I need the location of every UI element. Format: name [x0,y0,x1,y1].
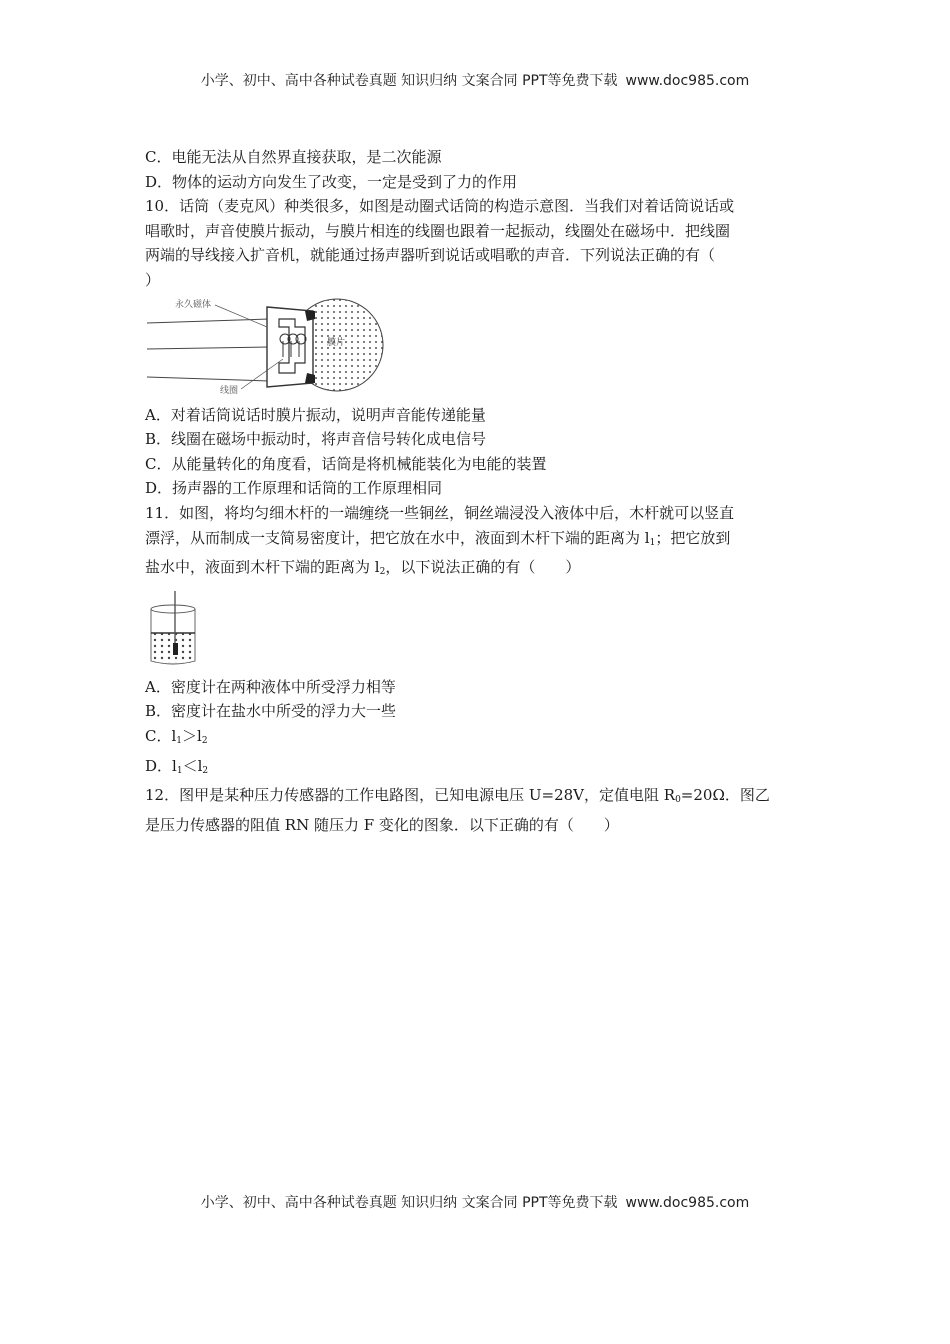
q12-line1-text: 12．图甲是某种压力传感器的工作电路图，已知电源电压 U=28V，定值电阻 R [145,786,676,805]
q12-stem-line2: 是压力传感器的阻值 RN 随压力 F 变化的图象．以下正确的有（ ） [145,815,619,834]
comparison: ＜l [182,756,203,775]
label-membrane: 膜片 [327,337,346,348]
q11-line3-text: 盐水中，液面到木杆下端的距离为 l [145,558,380,577]
q10-option-b: B．线圈在磁场中振动时，将声音信号转化成电信号 [145,430,487,449]
page-header [0,70,950,90]
q11-stem-line1: 11．如图，将均匀细木杆的一端缠绕一些铜丝，铜丝端浸没入液体中后，木杆就可以竖直 [145,503,735,522]
q10-stem-line1: 10．话筒（麦克风）种类很多，如图是动圈式话筒的构造示意图．当我们对着话筒说话或 [145,197,735,216]
q11-option-b: B．密度计在盐水中所受的浮力大一些 [145,702,397,721]
option-label: C．l [145,726,177,745]
q10-option-c: C．从能量转化的角度看，话筒是将机械能装化为电能的装置 [145,454,547,473]
question-10 [145,194,815,501]
q10-stem-line3: 两端的导线接入扩音机，就能通过扬声器听到说话或唱歌的声音．下列说法正确的有（ [145,246,716,265]
q10-option-a: A．对着话筒说话时膜片振动，说明声音能传递能量 [145,405,486,424]
question-11 [145,501,815,783]
header-url[interactable]: www.doc985.com [625,73,750,89]
document-body [145,145,815,837]
q11-stem-line3 [145,555,815,585]
comparison: ＞l [182,726,202,745]
q11-line2-tail: ；把它放到 [655,528,731,547]
subscript: 2 [379,567,386,578]
subscript: 2 [202,765,209,776]
question-12 [145,783,815,837]
subscript: 2 [201,735,208,746]
footer-url[interactable]: www.doc985.com [625,1195,750,1211]
microphone-diagram [145,297,385,397]
option-label: D．l [145,756,177,775]
q11-stem-line2 [145,526,815,556]
q12-line1-tail: =20Ω．图乙 [680,786,770,805]
subscript: 1 [176,765,183,776]
q11-line2-text: 漂浮，从而制成一支简易密度计，把它放在水中，液面到木杆下端的距离为 l [145,528,650,547]
subscript: 1 [176,735,183,746]
q11-option-c [145,724,815,754]
label-coil: 线圈 [220,385,239,396]
q12-stem-line1 [145,783,815,813]
q10-option-d: D．扬声器的工作原理和话筒的工作原理相同 [145,479,443,498]
footer-text: 小学、初中、高中各种试卷真题 知识归纳 文案合同 PPT等免费下载 [200,1195,618,1211]
q10-stem-line4: ） [145,270,161,289]
q9-option-c: C．电能无法从自然界直接获取，是二次能源 [145,148,442,166]
label-magnet: 永久磁体 [175,299,212,310]
page-footer [0,1192,950,1212]
q11-line3-tail: ，以下说法正确的有（ ） [385,558,581,577]
beaker-hydrometer-diagram [145,589,205,669]
q11-option-a: A．密度计在两种液体中所受浮力相等 [145,677,396,696]
subscript: 1 [649,537,656,548]
q9-option-d: D．物体的运动方向发生了改变，一定是受到了力的作用 [145,172,518,191]
header-text: 小学、初中、高中各种试卷真题 知识归纳 文案合同 PPT等免费下载 [200,73,618,89]
q10-stem-line2: 唱歌时，声音使膜片振动，与膜片相连的线圈也跟着一起振动，线圈处在磁场中．把线圈 [145,221,731,240]
subscript: 0 [675,795,681,806]
q11-option-d [145,754,815,784]
